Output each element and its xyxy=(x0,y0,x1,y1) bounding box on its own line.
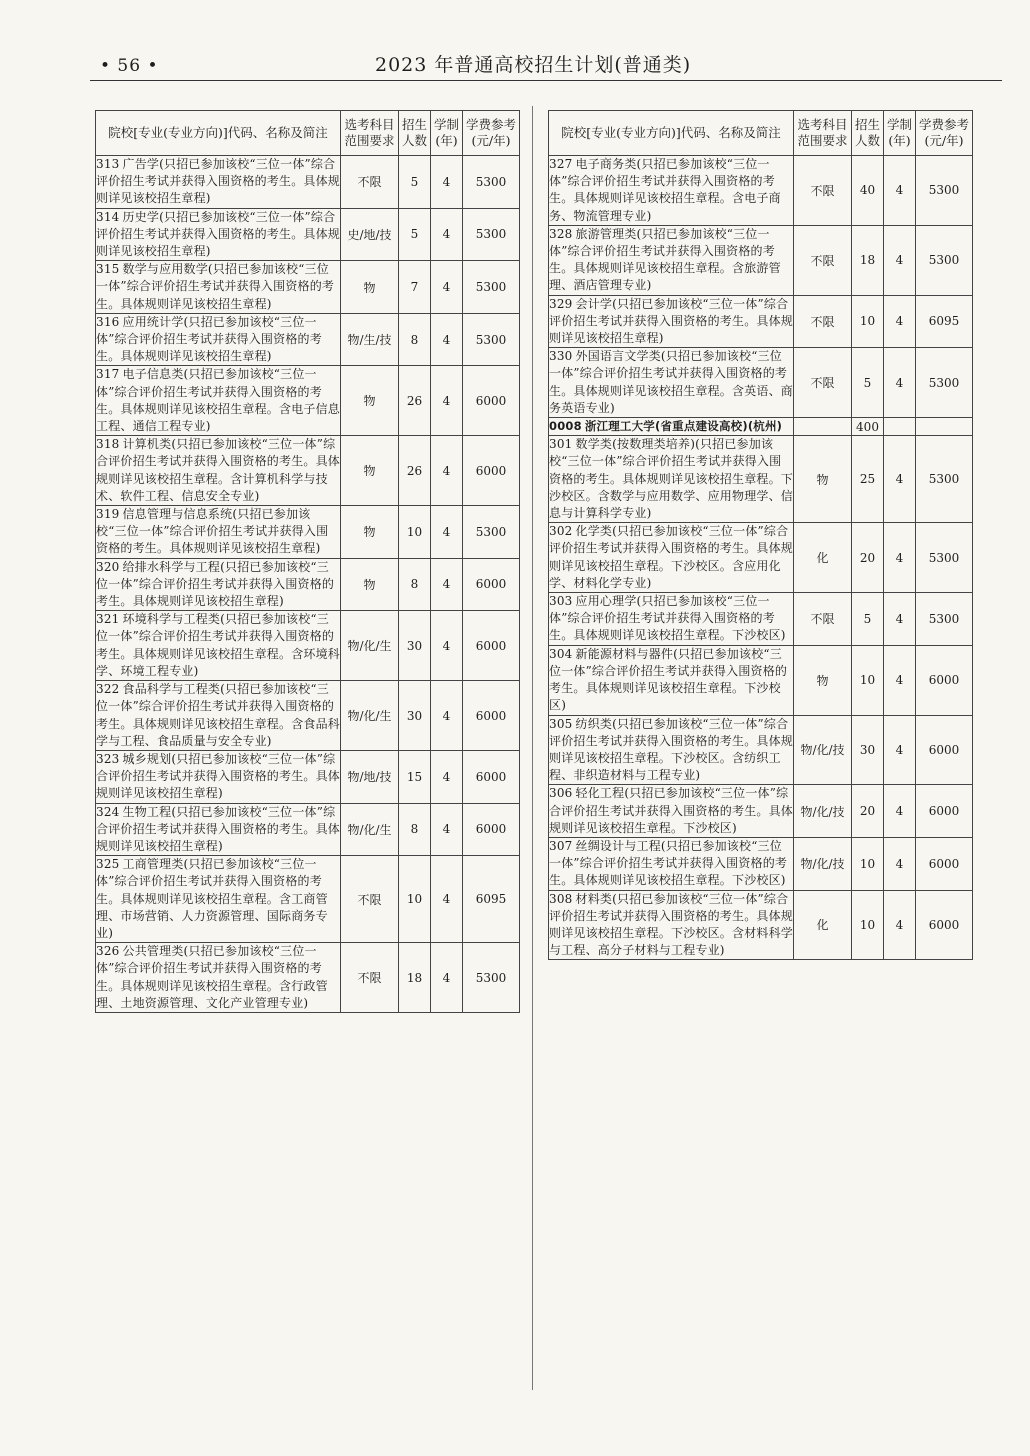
enrollment-quota: 5 xyxy=(852,348,884,418)
table-row xyxy=(96,611,520,681)
tuition-fee: 5300 xyxy=(463,506,520,559)
tuition-fee: 5300 xyxy=(463,313,520,366)
col-header-quota: 招生人数 xyxy=(852,111,884,156)
major-description xyxy=(549,890,794,960)
major-code: 0008 xyxy=(549,419,582,434)
col-header-fee: 学费参考(元/年) xyxy=(463,111,520,156)
enrollment-quota: 10 xyxy=(399,506,431,559)
study-years: 4 xyxy=(884,436,916,523)
study-years: 4 xyxy=(884,523,916,593)
study-years: 4 xyxy=(431,943,463,1013)
major-description xyxy=(96,681,341,751)
col-header-school: 院校[专业(专业方向)]代码、名称及简注 xyxy=(549,111,794,156)
col-header-school: 院校[专业(专业方向)]代码、名称及简注 xyxy=(96,111,341,156)
major-description xyxy=(549,418,794,436)
major-description xyxy=(96,750,341,803)
major-code: 317 xyxy=(96,367,120,382)
major-name: 电子商务类(只招已参加该校“三位一体”综合评价招生考试并获得入围资格的考生。具体规则详见该校招生章程。含电子商务、物流管理专业) xyxy=(549,157,781,223)
major-code: 316 xyxy=(96,314,120,329)
study-years: 4 xyxy=(431,366,463,436)
table-row xyxy=(549,837,973,890)
study-years: 4 xyxy=(431,208,463,261)
tuition-fee: 5300 xyxy=(916,593,973,646)
enrollment-quota: 5 xyxy=(399,208,431,261)
subject-requirement: 不限 xyxy=(794,348,852,418)
major-code: 305 xyxy=(549,716,573,731)
major-name: 应用统计学(只招已参加该校“三位一体”综合评价招生考试并获得入围资格的考生。具体规则详见该校招生章程) xyxy=(96,314,322,364)
major-code: 314 xyxy=(96,209,120,224)
subject-requirement: 物 xyxy=(341,436,399,506)
tuition-fee: 5300 xyxy=(916,348,973,418)
subject-requirement: 物/化/生 xyxy=(341,681,399,751)
enrollment-quota: 8 xyxy=(399,558,431,611)
major-name: 历史学(只招已参加该校“三位一体”综合评价招生考试并获得入围资格的考生。具体规则详见该校招生章程) xyxy=(96,209,341,259)
tuition-fee: 5300 xyxy=(463,261,520,314)
tuition-fee: 6000 xyxy=(463,750,520,803)
major-code: 301 xyxy=(549,437,573,452)
enrollment-quota: 8 xyxy=(399,313,431,366)
tuition-fee xyxy=(916,418,973,436)
right-column xyxy=(548,110,972,960)
major-name: 信息管理与信息系统(只招已参加该校“三位一体”综合评价招生考试并获得入围资格的考生。具体规则详见该校招生章程) xyxy=(96,507,329,556)
major-name: 食品科学与工程类(只招已参加该校“三位一体”综合评价招生考试并获得入围资格的考生。具体规则详见该校招生章程。含食品科学与工程、食品质量与安全专业) xyxy=(96,682,341,748)
enrollment-quota: 10 xyxy=(399,856,431,943)
table-row xyxy=(96,681,520,751)
subject-requirement: 物/化/生 xyxy=(341,611,399,681)
enrollment-quota: 18 xyxy=(852,225,884,295)
tuition-fee: 6000 xyxy=(463,611,520,681)
study-years: 4 xyxy=(884,837,916,890)
school-row xyxy=(549,418,973,436)
major-code: 313 xyxy=(96,157,120,171)
table-row xyxy=(96,750,520,803)
major-description xyxy=(549,156,794,226)
major-code: 307 xyxy=(549,838,573,853)
subject-requirement: 不限 xyxy=(794,593,852,646)
left-column xyxy=(95,110,519,1013)
tuition-fee: 5300 xyxy=(463,943,520,1013)
subject-requirement: 不限 xyxy=(794,225,852,295)
subject-requirement: 物 xyxy=(341,506,399,559)
major-description xyxy=(96,803,341,856)
major-description xyxy=(96,261,341,314)
study-years: 4 xyxy=(431,506,463,559)
subject-requirement: 不限 xyxy=(341,856,399,943)
enrollment-quota: 10 xyxy=(852,295,884,348)
right-table-body xyxy=(549,156,973,960)
table-row xyxy=(96,436,520,506)
major-name: 材料类(只招已参加该校“三位一体”综合评价招生考试并获得入围资格的考生。具体规则详见该校招生章程。下沙校区。含材料科学与工程、高分子材料与工程专业) xyxy=(549,891,794,958)
table-row xyxy=(96,803,520,856)
major-name: 环境科学与工程类(只招已参加该校“三位一体”综合评价招生考试并获得入围资格的考生。具体规则详见该校招生章程。含环境科学、环境工程专业) xyxy=(96,612,341,678)
major-description xyxy=(96,506,341,559)
major-code: 304 xyxy=(549,646,573,661)
major-description xyxy=(549,645,794,715)
major-description xyxy=(549,295,794,348)
subject-requirement: 物 xyxy=(341,558,399,611)
major-code: 321 xyxy=(96,612,120,627)
major-name: 外国语言文学类(只招已参加该校“三位一体”综合评价招生考试并获得入围资格的考生。具体规则详见该校招生章程。含英语、商务英语专业) xyxy=(549,349,794,415)
tuition-fee: 5300 xyxy=(916,156,973,226)
enrollment-quota: 40 xyxy=(852,156,884,226)
major-code: 308 xyxy=(549,891,573,906)
table-row xyxy=(549,593,973,646)
enrollment-quota: 7 xyxy=(399,261,431,314)
major-name: 电子信息类(只招已参加该校“三位一体”综合评价招生考试并获得入围资格的考生。具体规则详见该校招生章程。含电子信息工程、通信工程专业) xyxy=(96,367,341,434)
major-description xyxy=(96,436,341,506)
major-name: 会计学(只招已参加该校“三位一体”综合评价招生考试并获得入围资格的考生。具体规则详见该校招生章程) xyxy=(549,296,794,346)
major-description xyxy=(549,715,794,785)
major-description xyxy=(96,943,341,1013)
study-years: 4 xyxy=(431,803,463,856)
major-description xyxy=(549,436,794,523)
enrollment-quota: 26 xyxy=(399,436,431,506)
page-title: 2023 年普通高校招生计划(普通类) xyxy=(375,54,692,76)
table-row xyxy=(96,366,520,436)
major-code: 302 xyxy=(549,524,573,539)
major-description xyxy=(549,348,794,418)
enrollment-quota: 30 xyxy=(399,611,431,681)
major-name: 纺织类(只招已参加该校“三位一体”综合评价招生考试并获得入围资格的考生。具体规则详见该校招生章程。下沙校区。含纺织工程、非织造材料与工程专业) xyxy=(549,716,794,783)
major-description xyxy=(96,366,341,436)
col-header-subjects: 选考科目范围要求 xyxy=(341,111,399,156)
major-code: 324 xyxy=(96,804,120,819)
major-name: 计算机类(只招已参加该校“三位一体”综合评价招生考试并获得入围资格的考生。具体规则详见该校招生章程。含计算机科学与技术、软件工程、信息安全专业) xyxy=(96,437,341,503)
subject-requirement: 物/地/技 xyxy=(341,750,399,803)
col-header-fee: 学费参考(元/年) xyxy=(916,111,973,156)
table-row xyxy=(96,156,520,209)
subject-requirement: 物 xyxy=(794,436,852,523)
enrollment-quota: 5 xyxy=(852,593,884,646)
study-years xyxy=(884,418,916,436)
major-code: 306 xyxy=(549,786,573,801)
header-rule xyxy=(90,80,1002,81)
subject-requirement xyxy=(794,418,852,436)
table-row xyxy=(549,715,973,785)
enrollment-quota: 26 xyxy=(399,366,431,436)
tuition-fee: 6000 xyxy=(916,890,973,960)
major-name: 浙江理工大学(省重点建设高校)(杭州) xyxy=(584,419,783,434)
study-years: 4 xyxy=(431,156,463,209)
enrollment-quota: 30 xyxy=(399,681,431,751)
left-table-body xyxy=(96,156,520,1013)
table-row xyxy=(96,208,520,261)
table-row xyxy=(549,523,973,593)
major-name: 生物工程(只招已参加该校“三位一体”综合评价招生考试并获得入围资格的考生。具体规则详见该校招生章程) xyxy=(96,804,341,853)
major-name: 广告学(只招已参加该校“三位一体”综合评价招生考试并获得入围资格的考生。具体规则详见该校招生章程) xyxy=(96,157,341,206)
enrollment-quota: 8 xyxy=(399,803,431,856)
major-name: 旅游管理类(只招已参加该校“三位一体”综合评价招生考试并获得入围资格的考生。具体规则详见该校招生章程。含旅游管理、酒店管理专业) xyxy=(549,226,781,293)
major-description xyxy=(549,837,794,890)
tuition-fee: 6095 xyxy=(916,295,973,348)
subject-requirement: 物/化/技 xyxy=(794,837,852,890)
major-name: 轻化工程(只招已参加该校“三位一体”综合评价招生考试并获得入围资格的考生。具体规则详见该校招生章程。下沙校区) xyxy=(549,786,794,835)
major-code: 326 xyxy=(96,944,120,959)
left-plan-table xyxy=(95,110,520,1013)
tuition-fee: 5300 xyxy=(916,225,973,295)
major-name: 数学与应用数学(只招已参加该校“三位一体”综合评价招生考试并获得入围资格的考生。具体规则详见该校招生章程) xyxy=(96,262,335,311)
major-description xyxy=(549,523,794,593)
subject-requirement: 化 xyxy=(794,890,852,960)
subject-requirement: 物/化/技 xyxy=(794,785,852,838)
study-years: 4 xyxy=(884,348,916,418)
study-years: 4 xyxy=(884,715,916,785)
major-code: 319 xyxy=(96,507,120,522)
tuition-fee: 6095 xyxy=(463,856,520,943)
enrollment-quota: 5 xyxy=(399,156,431,209)
major-code: 318 xyxy=(96,437,120,452)
enrollment-quota: 20 xyxy=(852,785,884,838)
column-divider xyxy=(532,106,533,1390)
table-row xyxy=(549,436,973,523)
major-description xyxy=(96,156,341,209)
major-name: 数学类(按数理类培养)(只招已参加该校“三位一体”综合评价招生考试并获得入围资格的考生。具体规则详见该校招生章程。下沙校区。含数学与应用数学、应用物理学、信息与计算科学专业) xyxy=(549,437,794,521)
study-years: 4 xyxy=(431,558,463,611)
col-header-subjects: 选考科目范围要求 xyxy=(794,111,852,156)
major-code: 303 xyxy=(549,594,573,609)
study-years: 4 xyxy=(884,593,916,646)
subject-requirement: 化 xyxy=(794,523,852,593)
tuition-fee: 6000 xyxy=(916,715,973,785)
subject-requirement: 不限 xyxy=(341,943,399,1013)
major-name: 给排水科学与工程(只招已参加该校“三位一体”综合评价招生考试并获得入围资格的考生。具体规则详见该校招生章程) xyxy=(96,559,335,609)
study-years: 4 xyxy=(431,681,463,751)
subject-requirement: 物 xyxy=(341,261,399,314)
major-name: 城乡规划(只招已参加该校“三位一体”综合评价招生考试并获得入围资格的考生。具体规则详见该校招生章程) xyxy=(96,751,341,801)
tuition-fee: 6000 xyxy=(916,645,973,715)
table-row xyxy=(96,943,520,1013)
page-header xyxy=(0,50,1030,80)
subject-requirement: 史/地/技 xyxy=(341,208,399,261)
tuition-fee: 5300 xyxy=(916,436,973,523)
tuition-fee: 6000 xyxy=(463,436,520,506)
subject-requirement: 不限 xyxy=(341,156,399,209)
subject-requirement: 不限 xyxy=(794,295,852,348)
enrollment-quota: 400 xyxy=(852,418,884,436)
major-name: 丝绸设计与工程(只招已参加该校“三位一体”综合评价招生考试并获得入围资格的考生。具体规则详见该校招生章程。下沙校区) xyxy=(549,838,788,888)
table-row xyxy=(549,295,973,348)
major-description xyxy=(549,593,794,646)
tuition-fee: 6000 xyxy=(916,785,973,838)
study-years: 4 xyxy=(431,261,463,314)
subject-requirement: 物/化/生 xyxy=(341,803,399,856)
study-years: 4 xyxy=(431,436,463,506)
major-name: 公共管理类(只招已参加该校“三位一体”综合评价招生考试并获得入围资格的考生。具体规则详见该校招生章程。含行政管理、土地资源管理、文化产业管理专业) xyxy=(96,944,328,1010)
tuition-fee: 6000 xyxy=(916,837,973,890)
major-code: 315 xyxy=(96,262,120,277)
table-row xyxy=(96,261,520,314)
tuition-fee: 6000 xyxy=(463,803,520,856)
major-description xyxy=(549,785,794,838)
table-row xyxy=(549,225,973,295)
major-description xyxy=(96,208,341,261)
table-row xyxy=(96,313,520,366)
subject-requirement: 物 xyxy=(794,645,852,715)
study-years: 4 xyxy=(884,785,916,838)
table-row xyxy=(96,558,520,611)
right-plan-table xyxy=(548,110,973,960)
major-description xyxy=(96,558,341,611)
enrollment-quota: 20 xyxy=(852,523,884,593)
col-header-quota: 招生人数 xyxy=(399,111,431,156)
enrollment-quota: 10 xyxy=(852,837,884,890)
major-code: 322 xyxy=(96,682,120,697)
major-description xyxy=(549,225,794,295)
subject-requirement: 物/化/技 xyxy=(794,715,852,785)
major-description xyxy=(96,611,341,681)
table-header-row xyxy=(96,111,520,156)
major-code: 330 xyxy=(549,349,573,364)
major-code: 327 xyxy=(549,157,573,171)
major-code: 329 xyxy=(549,296,573,311)
table-row xyxy=(96,856,520,943)
enrollment-quota: 15 xyxy=(399,750,431,803)
major-code: 323 xyxy=(96,751,120,766)
table-row xyxy=(549,890,973,960)
tuition-fee: 6000 xyxy=(463,558,520,611)
enrollment-quota: 30 xyxy=(852,715,884,785)
page-number: • 56 • xyxy=(100,56,159,76)
study-years: 4 xyxy=(884,890,916,960)
major-description xyxy=(96,313,341,366)
enrollment-quota: 10 xyxy=(852,890,884,960)
tuition-fee: 5300 xyxy=(916,523,973,593)
table-row xyxy=(549,156,973,226)
col-header-years: 学制(年) xyxy=(884,111,916,156)
table-row xyxy=(96,506,520,559)
study-years: 4 xyxy=(884,645,916,715)
subject-requirement: 物/生/技 xyxy=(341,313,399,366)
tuition-fee: 5300 xyxy=(463,156,520,209)
tuition-fee: 6000 xyxy=(463,681,520,751)
study-years: 4 xyxy=(431,750,463,803)
major-name: 化学类(只招已参加该校“三位一体”综合评价招生考试并获得入围资格的考生。具体规则详见该校招生章程。下沙校区。含应用化学、材料化学专业) xyxy=(549,524,794,590)
tuition-fee: 5300 xyxy=(463,208,520,261)
tuition-fee: 6000 xyxy=(463,366,520,436)
major-code: 328 xyxy=(549,226,573,241)
table-row xyxy=(549,785,973,838)
major-name: 工商管理类(只招已参加该校“三位一体”综合评价招生考试并获得入围资格的考生。具体规则详见该校招生章程。含工商管理、市场营销、人力资源管理、国际商务专业) xyxy=(96,857,328,940)
major-description xyxy=(96,856,341,943)
major-code: 325 xyxy=(96,857,120,872)
enrollment-quota: 25 xyxy=(852,436,884,523)
major-name: 应用心理学(只招已参加该校“三位一体”综合评价招生考试并获得入围资格的考生。具体规则详见该校招生章程。下沙校区) xyxy=(549,594,786,643)
subject-requirement: 不限 xyxy=(794,156,852,226)
major-name: 新能源材料与器件(只招已参加该校“三位一体”综合评价招生考试并获得入围资格的考生。具体规则详见该校招生章程。下沙校区) xyxy=(549,646,788,713)
study-years: 4 xyxy=(884,225,916,295)
enrollment-quota: 10 xyxy=(852,645,884,715)
col-header-years: 学制(年) xyxy=(431,111,463,156)
table-row xyxy=(549,645,973,715)
study-years: 4 xyxy=(431,313,463,366)
table-header-row xyxy=(549,111,973,156)
study-years: 4 xyxy=(884,156,916,226)
study-years: 4 xyxy=(431,856,463,943)
enrollment-quota: 18 xyxy=(399,943,431,1013)
table-row xyxy=(549,348,973,418)
study-years: 4 xyxy=(431,611,463,681)
study-years: 4 xyxy=(884,295,916,348)
subject-requirement: 物 xyxy=(341,366,399,436)
major-code: 320 xyxy=(96,559,120,574)
